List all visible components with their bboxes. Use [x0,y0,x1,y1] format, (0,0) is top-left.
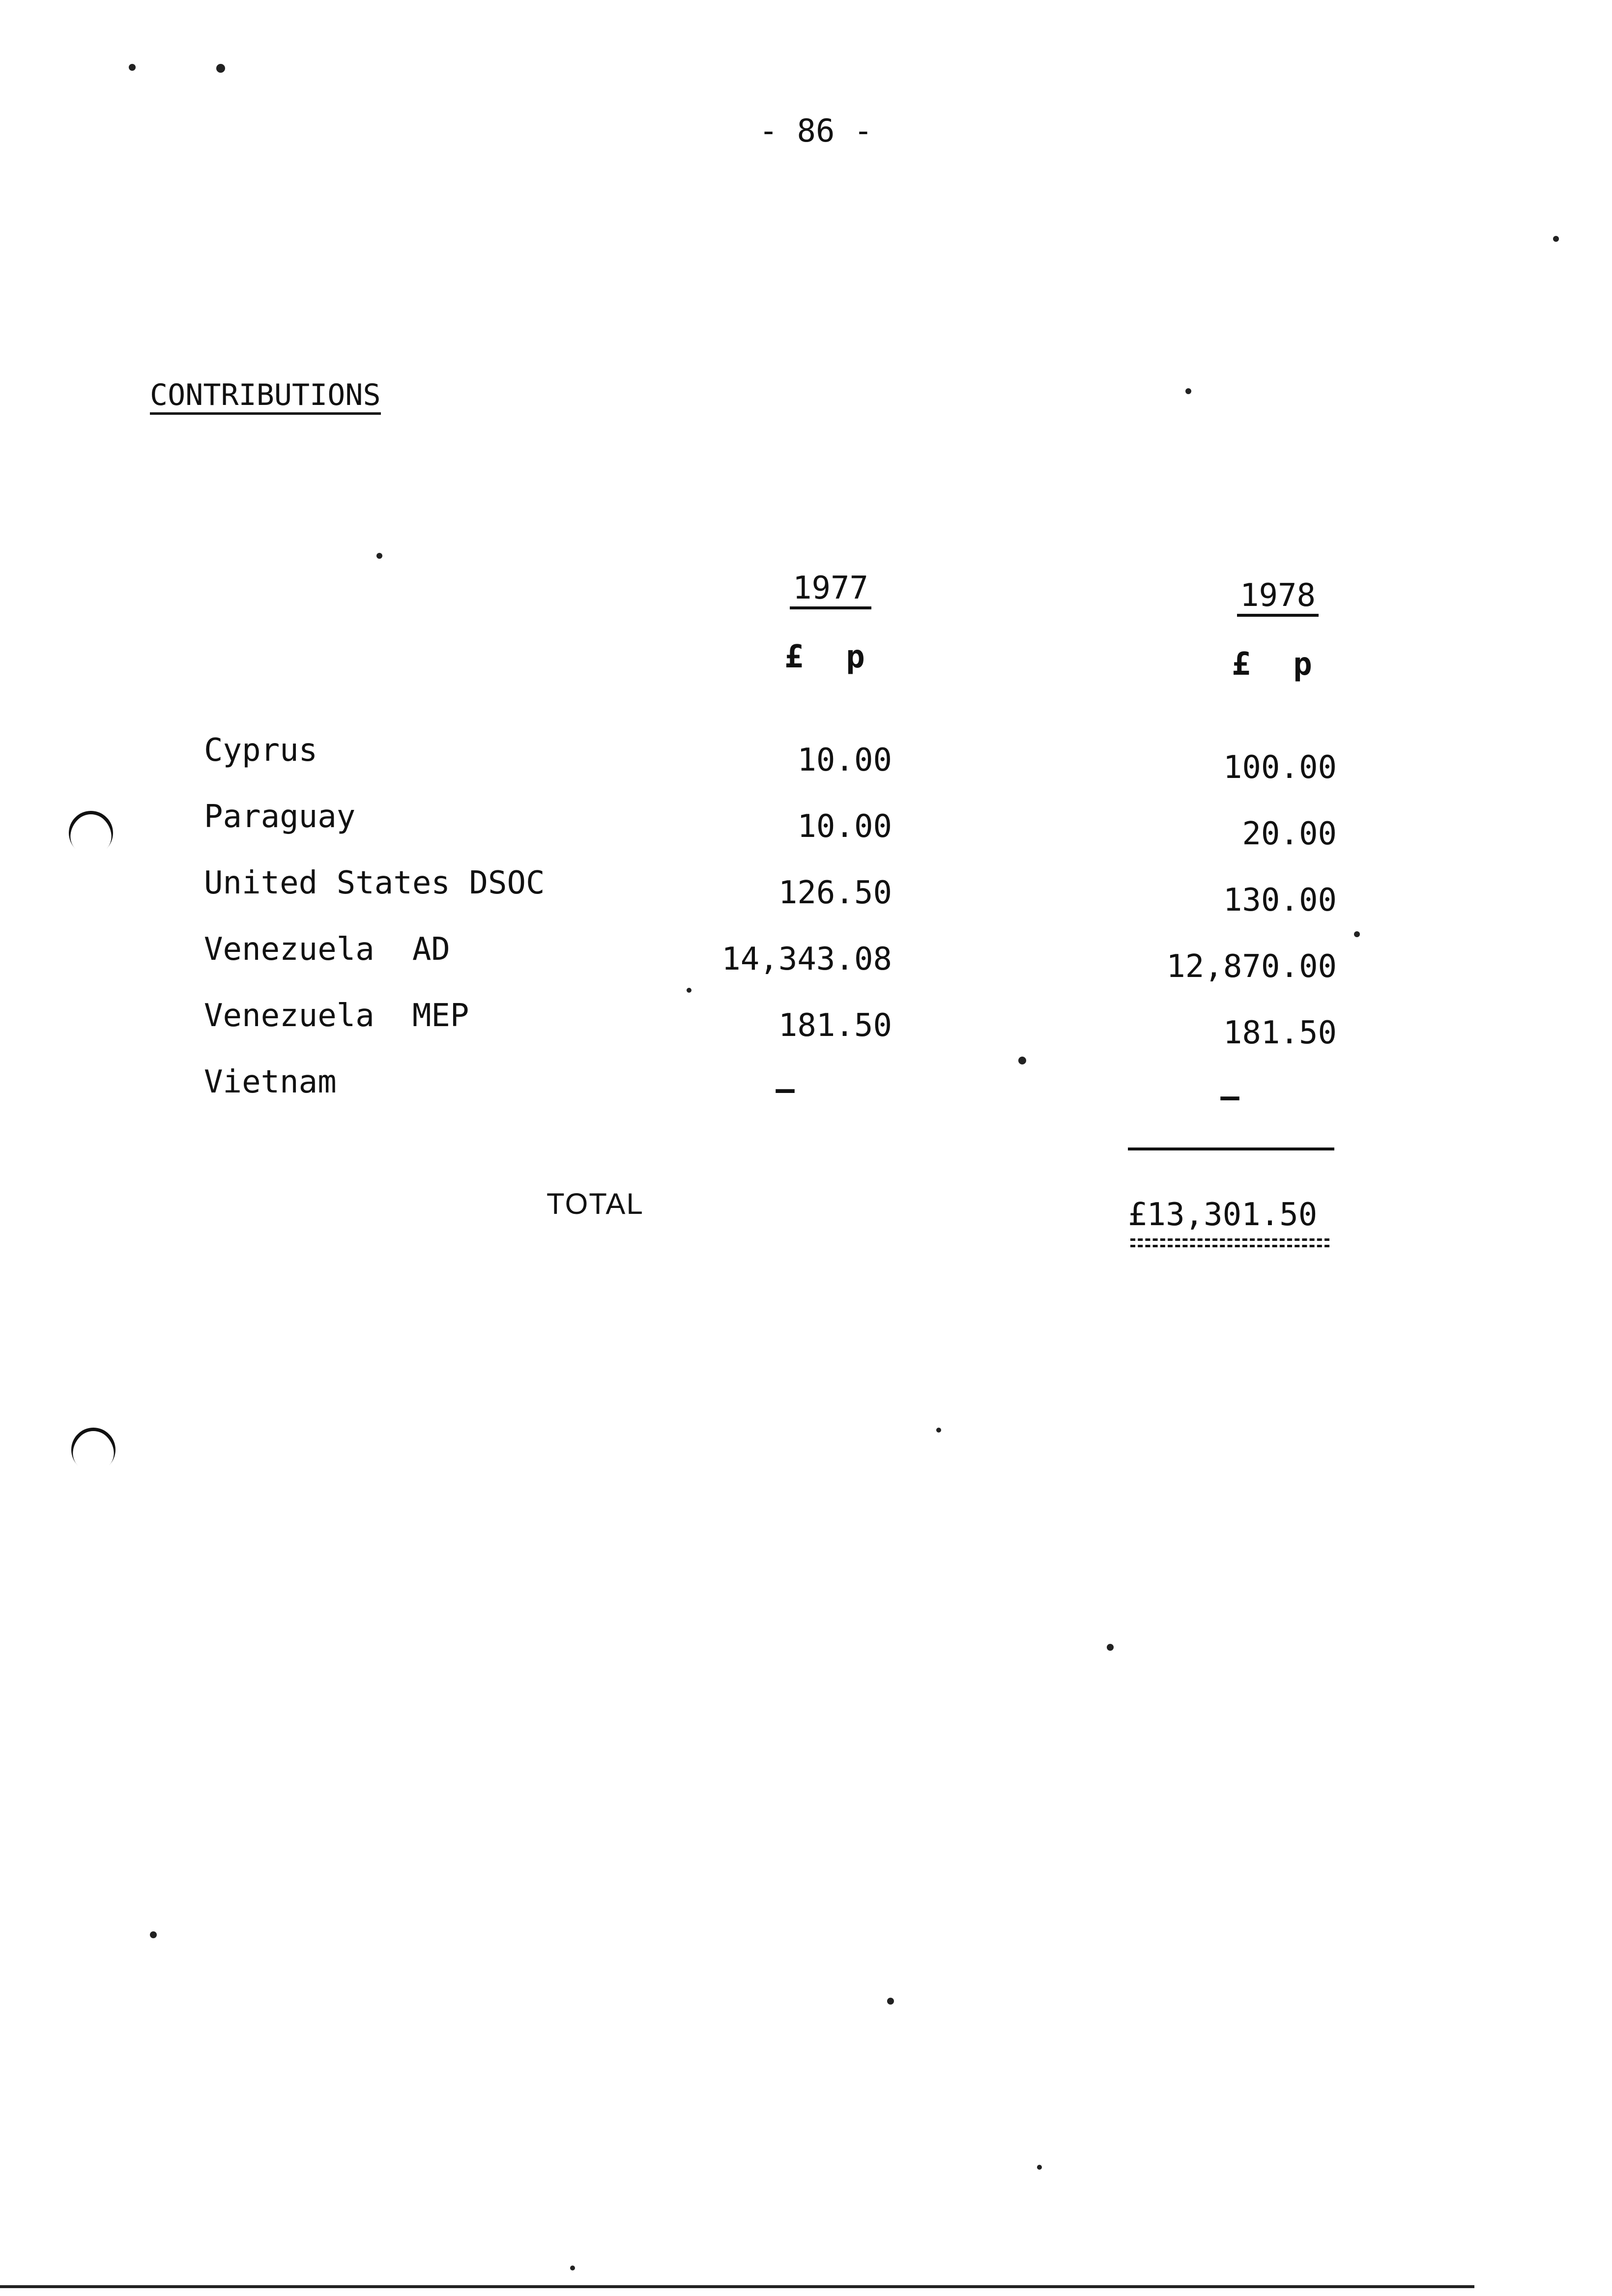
punch-hole-mark [62,1418,124,1481]
scan-speck [936,1428,941,1433]
value-1977: 10.00 [797,808,892,845]
section-title: CONTRIBUTIONS [150,378,381,415]
value-1977: 10.00 [797,742,892,778]
row-label: Vietnam [204,1064,337,1100]
row-label: Cyprus [204,732,318,769]
row-label: Venezuela AD [204,931,450,968]
scan-speck [1037,2165,1042,2170]
scan-speck [687,988,691,993]
row-label: United States DSOC [204,865,545,901]
value-1977: 181.50 [778,1007,892,1044]
scan-speck [150,1931,157,1938]
subtotal-rule [1128,1148,1334,1150]
punch-hole-mark [59,802,122,864]
scan-speck [1185,388,1191,394]
scan-speck [129,64,136,71]
value-1977: – [776,1071,795,1108]
scan-speck [1354,931,1360,937]
value-1977: 14,343.08 [721,941,892,977]
column-year-1978 [1189,577,1366,614]
row-label: Venezuela MEP [204,998,469,1034]
page-number: - 86 - [759,113,873,149]
scan-speck [887,1998,894,2005]
value-1978: – [1220,1079,1239,1115]
scan-speck [1018,1057,1026,1064]
value-1978: 100.00 [1223,749,1337,786]
column-unit-1978: £ p [1232,646,1324,683]
scan-speck [376,553,382,559]
value-1978: 12,870.00 [1166,948,1337,985]
column-unit-1977: £ p [784,639,877,675]
column-year-1977 [742,570,919,606]
scan-speck [1553,236,1559,242]
scan-speck [1107,1644,1114,1651]
total-value: £13,301.50 [1128,1197,1318,1233]
total-double-rule [1130,1238,1329,1247]
value-1978: 20.00 [1242,816,1337,852]
scan-speck [216,64,225,73]
total-label: TOTAL [547,1187,644,1220]
row-label: Paraguay [204,799,356,835]
value-1977: 126.50 [778,875,892,911]
page-bottom-edge [0,2285,1474,2288]
scan-speck [570,2266,575,2270]
value-1978: 181.50 [1223,1015,1337,1051]
value-1978: 130.00 [1223,882,1337,918]
year-label: 1978 [1237,577,1319,617]
year-label: 1977 [790,570,871,609]
